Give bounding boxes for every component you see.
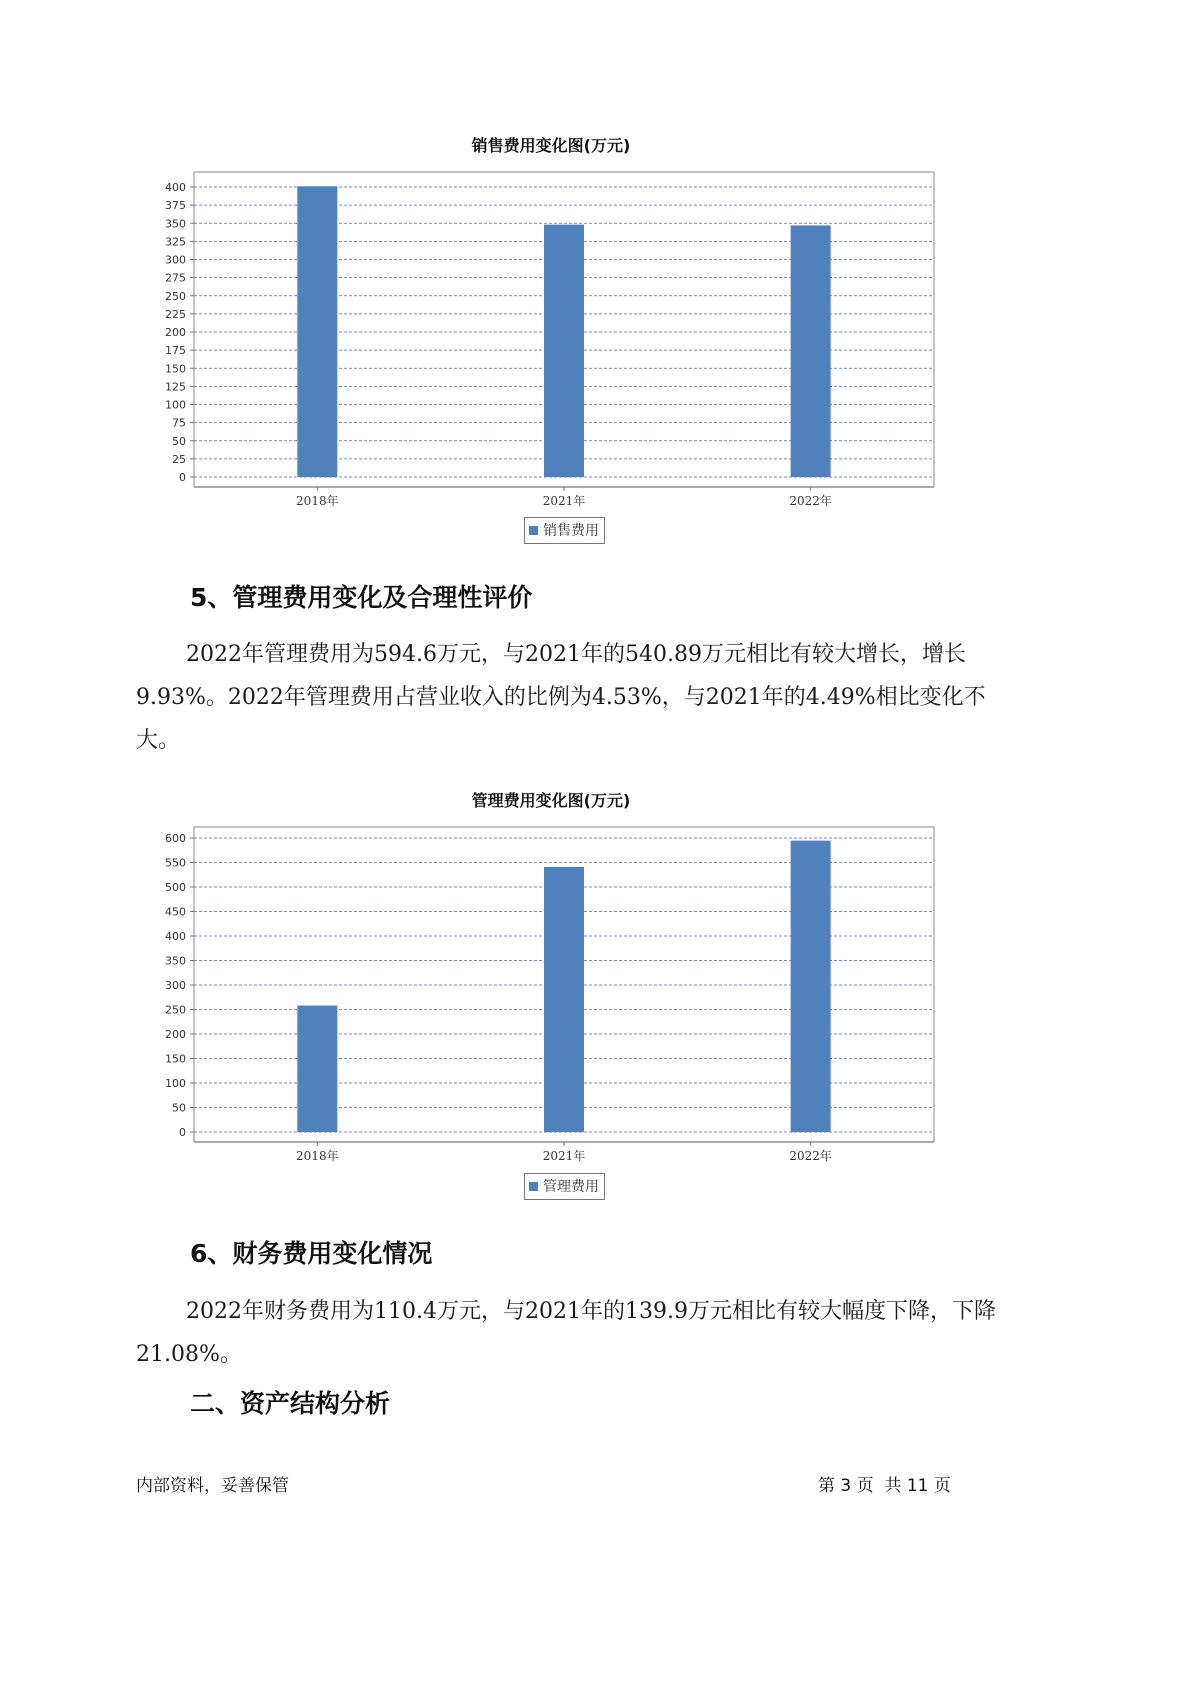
y-tick-label: 100: [165, 1077, 186, 1090]
chart-title-sales: 销售费用变化图(万元): [471, 136, 631, 155]
y-tick-label: 400: [165, 930, 186, 943]
y-tick-label: 200: [165, 1028, 186, 1041]
y-tick-label: 250: [165, 1003, 186, 1017]
y-tick-label: 550: [165, 856, 186, 870]
x-tick-label: 2018年: [296, 1149, 339, 1163]
x-tick-label: 2018年: [296, 494, 339, 508]
bar: [791, 841, 831, 1132]
bar: [544, 867, 584, 1132]
y-tick-label: 300: [165, 979, 186, 992]
y-tick-label: 350: [165, 954, 186, 968]
y-tick-label: 50: [172, 1101, 186, 1115]
footer-page-number: 第 3 页 共 11 页: [818, 1476, 951, 1496]
legend-label: 管理费用: [543, 1179, 599, 1195]
y-tick-label: 275: [165, 271, 186, 285]
y-tick-label: 125: [165, 380, 186, 394]
section-heading-asset-structure: 二、资产结构分析: [190, 1389, 391, 1418]
legend-swatch: [529, 1182, 538, 1191]
bar: [297, 1006, 337, 1132]
y-tick-label: 400: [165, 181, 186, 194]
chart-legend-management: [524, 1173, 605, 1200]
legend-label: 销售费用: [543, 523, 599, 539]
y-tick-label: 25: [172, 452, 186, 466]
y-tick-label: 150: [165, 362, 186, 376]
x-tick-label: 2021年: [542, 1149, 586, 1163]
y-tick-label: 300: [165, 253, 186, 267]
y-tick-label: 350: [165, 217, 186, 231]
section-heading-finance-expense: 6、财务费用变化情况: [190, 1239, 433, 1268]
y-tick-label: 50: [172, 434, 186, 448]
chart-title-management: 管理费用变化图(万元): [471, 791, 631, 810]
y-tick-label: 600: [165, 832, 186, 845]
y-tick-label: 75: [172, 416, 186, 430]
x-tick-label: 2021年: [542, 494, 586, 508]
y-tick-label: 500: [165, 881, 186, 894]
paragraph-management-expense: 2022年管理费用为594.6万元，与2021年的540.89万元相比有较大增长，增长9.93%。2022年管理费用占营业收入的比例为4.53%，与2021年的4.49%相比变化不大。: [136, 642, 986, 753]
y-tick-label: 325: [165, 235, 186, 249]
y-tick-label: 375: [165, 199, 186, 213]
paragraph-finance-expense: 2022年财务费用为110.4万元，与2021年的139.9万元相比有较大幅度下降，下降21.08%。: [136, 1299, 996, 1367]
y-tick-label: 150: [165, 1052, 186, 1066]
footer-confidential-note: 内部资料，妥善保管: [136, 1476, 289, 1496]
section-heading-management-expense: 5、管理费用变化及合理性评价: [190, 583, 533, 612]
y-tick-label: 450: [165, 905, 186, 919]
y-tick-label: 0: [179, 1126, 186, 1139]
y-tick-label: 225: [165, 307, 186, 321]
y-tick-label: 250: [165, 289, 186, 303]
y-tick-label: 200: [165, 326, 186, 339]
y-tick-label: 0: [179, 471, 186, 484]
x-tick-label: 2022年: [789, 494, 832, 508]
x-tick-label: 2022年: [789, 1149, 832, 1163]
y-tick-label: 175: [165, 344, 186, 358]
y-tick-label: 100: [165, 398, 186, 412]
